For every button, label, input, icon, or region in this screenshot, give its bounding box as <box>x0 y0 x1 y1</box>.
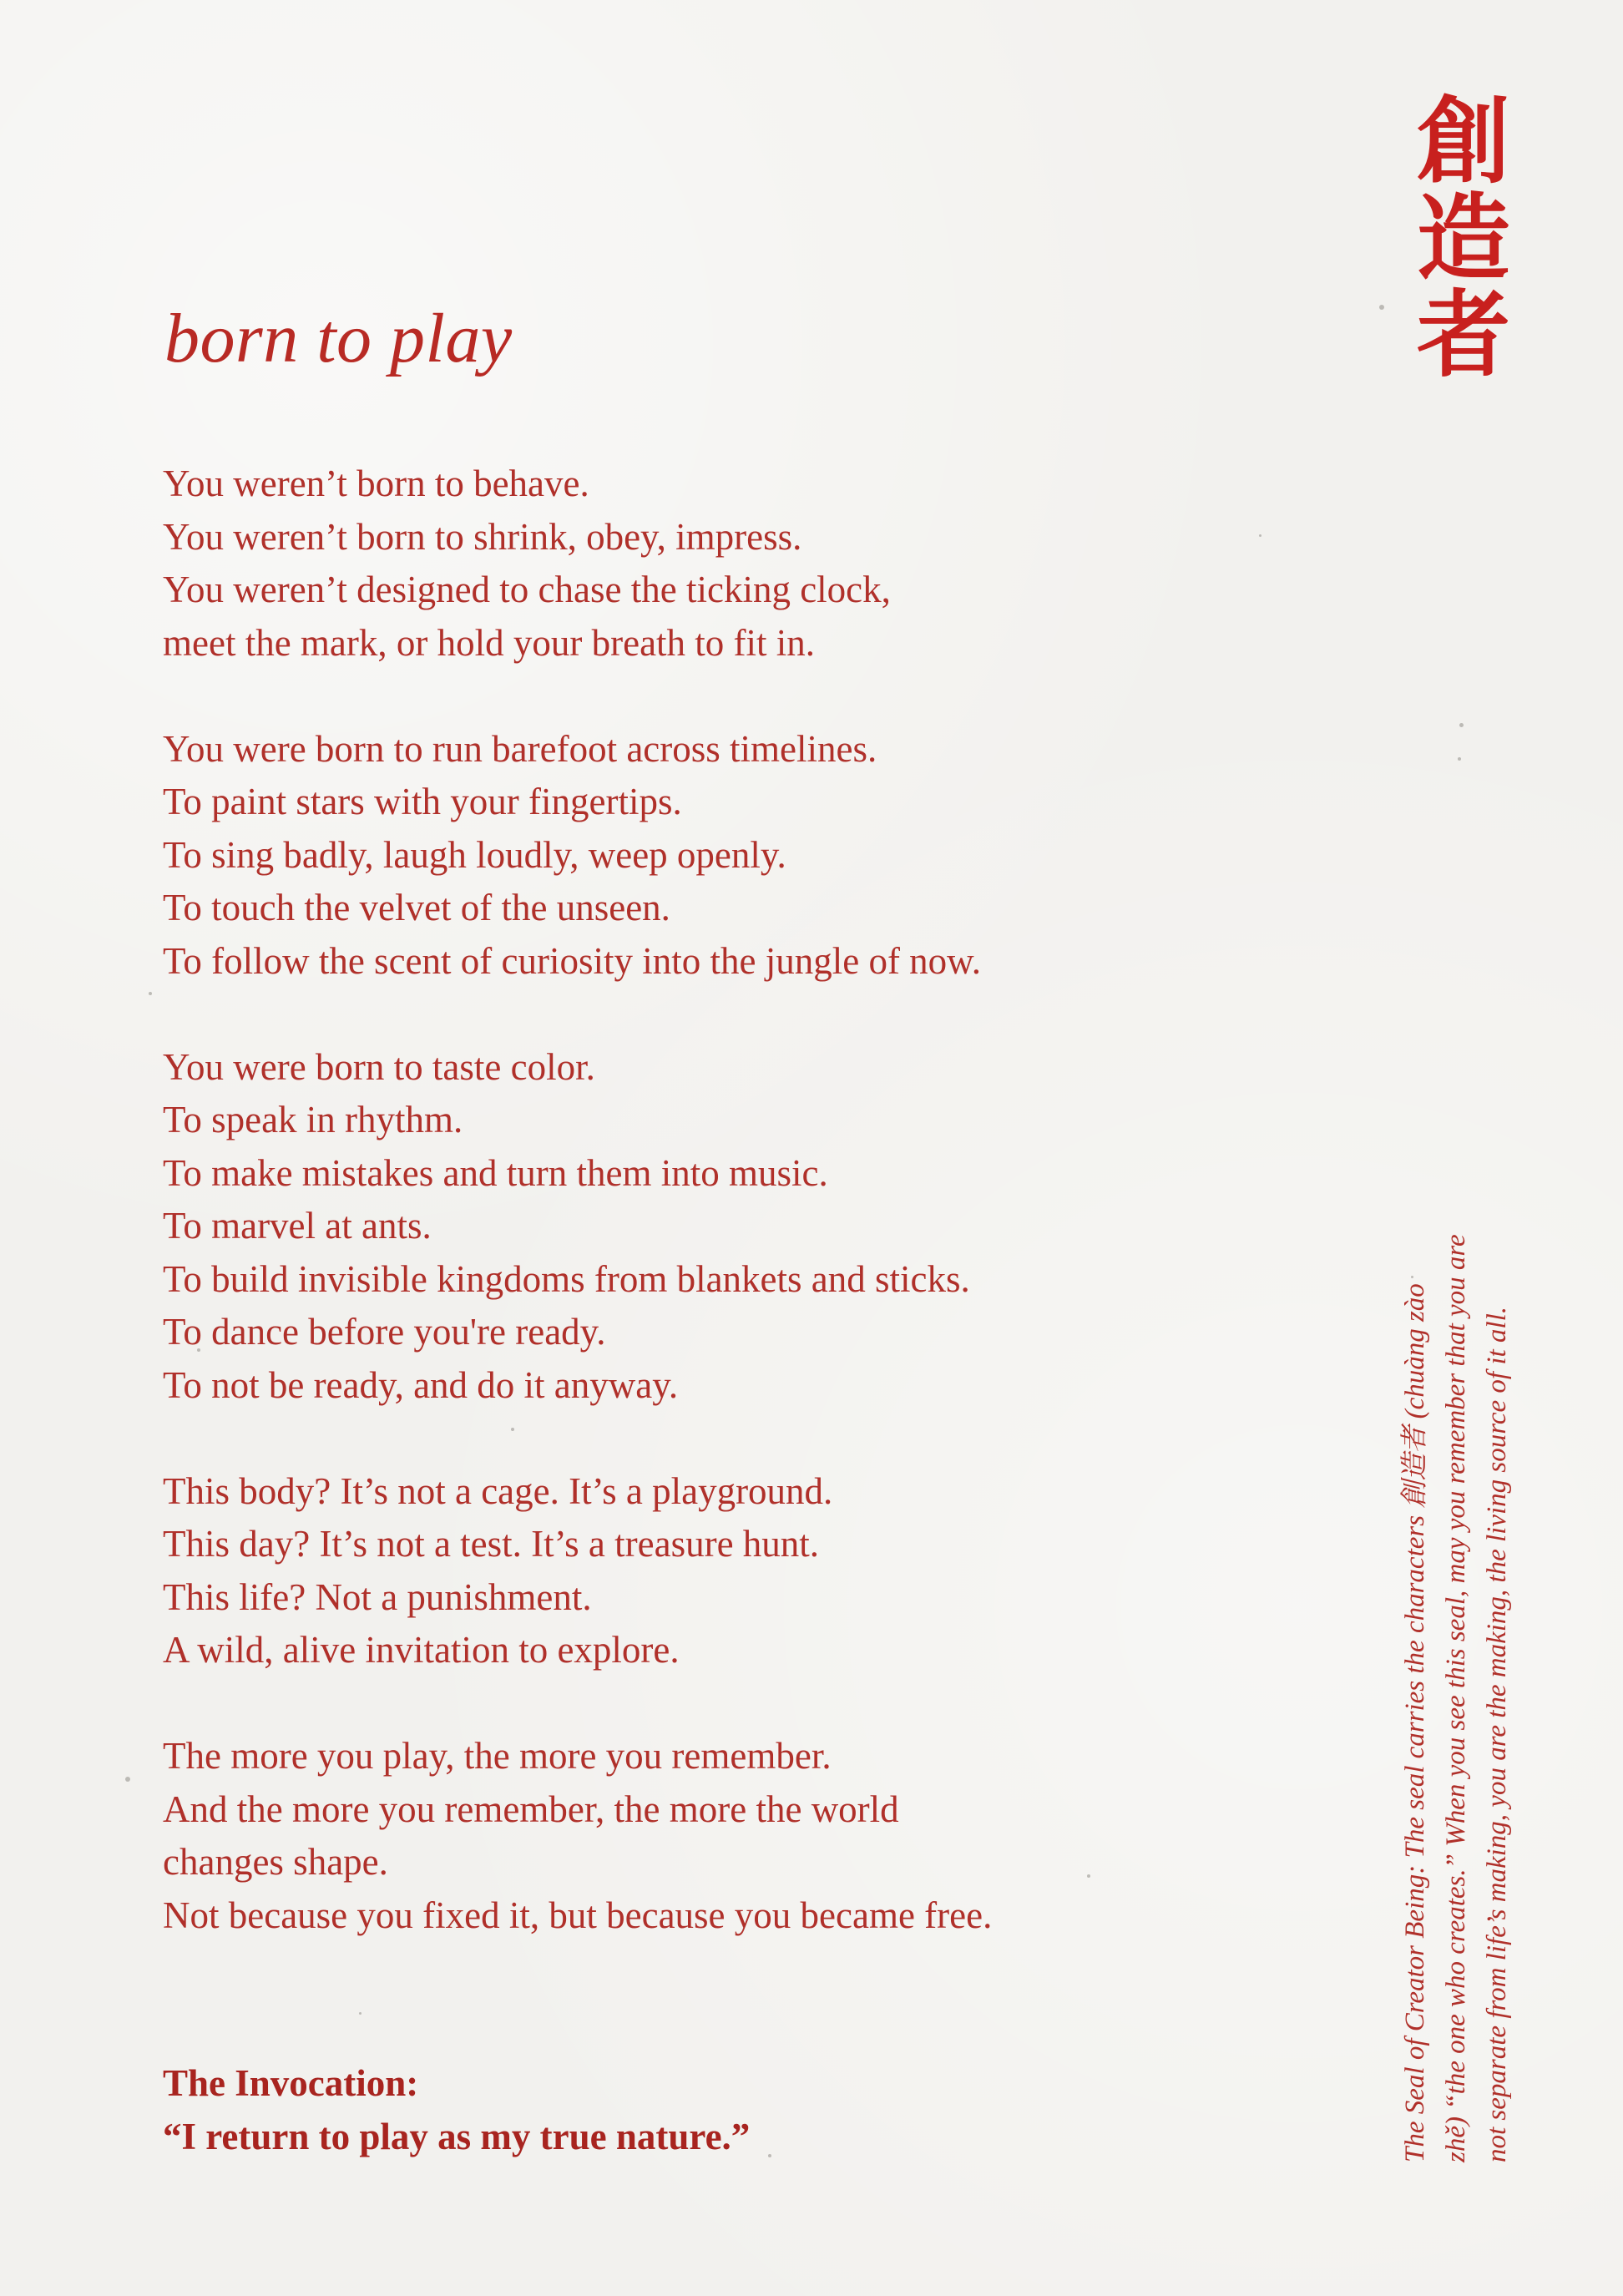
stanza <box>163 1465 1248 1677</box>
paper-speck <box>149 992 152 995</box>
poem-line: To paint stars with your fingertips. <box>163 781 682 822</box>
poem-line: To make mistakes and turn them into music. <box>163 1151 828 1194</box>
poem-line: This day? It’s not a test. It’s a treasure hunt. <box>163 1523 820 1565</box>
seal-description-line: not separate from life’s making, you are the making, the living source of it all. <box>1482 1307 1512 2162</box>
poem-title: born to play <box>164 300 513 377</box>
poem-line: This life? Not a punishment. <box>163 1575 592 1618</box>
poem-line: To marvel at ants. <box>163 1205 432 1247</box>
seal-description <box>1395 827 1518 2162</box>
seal-char: 者 <box>1417 281 1510 390</box>
poem-line: Not because you fixed it, but because you became free. <box>163 1894 993 1936</box>
invocation-text: “I return to play as my true nature.” <box>163 2116 751 2157</box>
poem-line: You weren’t born to shrink, obey, impress. <box>163 515 802 558</box>
seal-description-line: zhě) “the one who creates.” When you see this seal, may you remember that you are <box>1441 1234 1471 2162</box>
paper-speck <box>1458 757 1461 761</box>
poem-line: You weren’t designed to chase the ticking clock, <box>163 569 891 610</box>
poem-line: To dance before you're ready. <box>163 1311 606 1353</box>
poem-line: This body? It’s not a cage. It’s a playground. <box>163 1469 833 1512</box>
paper-speck <box>1259 534 1261 537</box>
poem-line: To speak in rhythm. <box>163 1099 463 1140</box>
poem-line: And the more you remember, the more the world <box>163 1788 899 1830</box>
poem-line: To sing badly, laugh loudly, weep openly. <box>163 833 786 876</box>
stanza <box>163 1730 1248 1942</box>
stanza <box>163 1041 1248 1413</box>
seal-char: 創 <box>1417 88 1510 196</box>
poem-line: A wild, alive invitation to explore. <box>163 1629 680 1671</box>
poem-line: To build invisible kingdoms from blankets and sticks. <box>163 1257 970 1300</box>
creator-seal <box>1409 88 1518 390</box>
poem-line: To not be ready, and do it anyway. <box>163 1363 679 1406</box>
paper-speck <box>1379 305 1384 310</box>
poem-line: To touch the velvet of the unseen. <box>163 887 670 928</box>
invocation <box>163 2056 750 2163</box>
paper-speck <box>125 1777 130 1782</box>
stanza <box>163 723 1248 989</box>
seal-description-line: The Seal of Creator Being: The seal carries the characters 創造者 (chuàng zào <box>1400 1283 1430 2162</box>
poem-body <box>163 458 1248 1995</box>
poem-line: The more you play, the more you remember. <box>163 1735 832 1777</box>
stanza <box>163 458 1248 670</box>
poem-line: You were born to run barefoot across timelines. <box>163 727 877 770</box>
invocation-heading: The Invocation: <box>163 2062 419 2104</box>
seal-char: 造 <box>1417 185 1510 293</box>
poem-line: To follow the scent of curiosity into the jungle of now. <box>163 939 982 982</box>
poem-line: You weren’t born to behave. <box>163 463 589 504</box>
paper-speck <box>359 2012 362 2015</box>
paper-speck <box>1459 723 1464 727</box>
poem-line: meet the mark, or hold your breath to fit in. <box>163 621 816 664</box>
poem-line: You were born to taste color. <box>163 1045 595 1088</box>
paper-speck <box>768 2154 771 2157</box>
poem-line: changes shape. <box>163 1841 388 1883</box>
